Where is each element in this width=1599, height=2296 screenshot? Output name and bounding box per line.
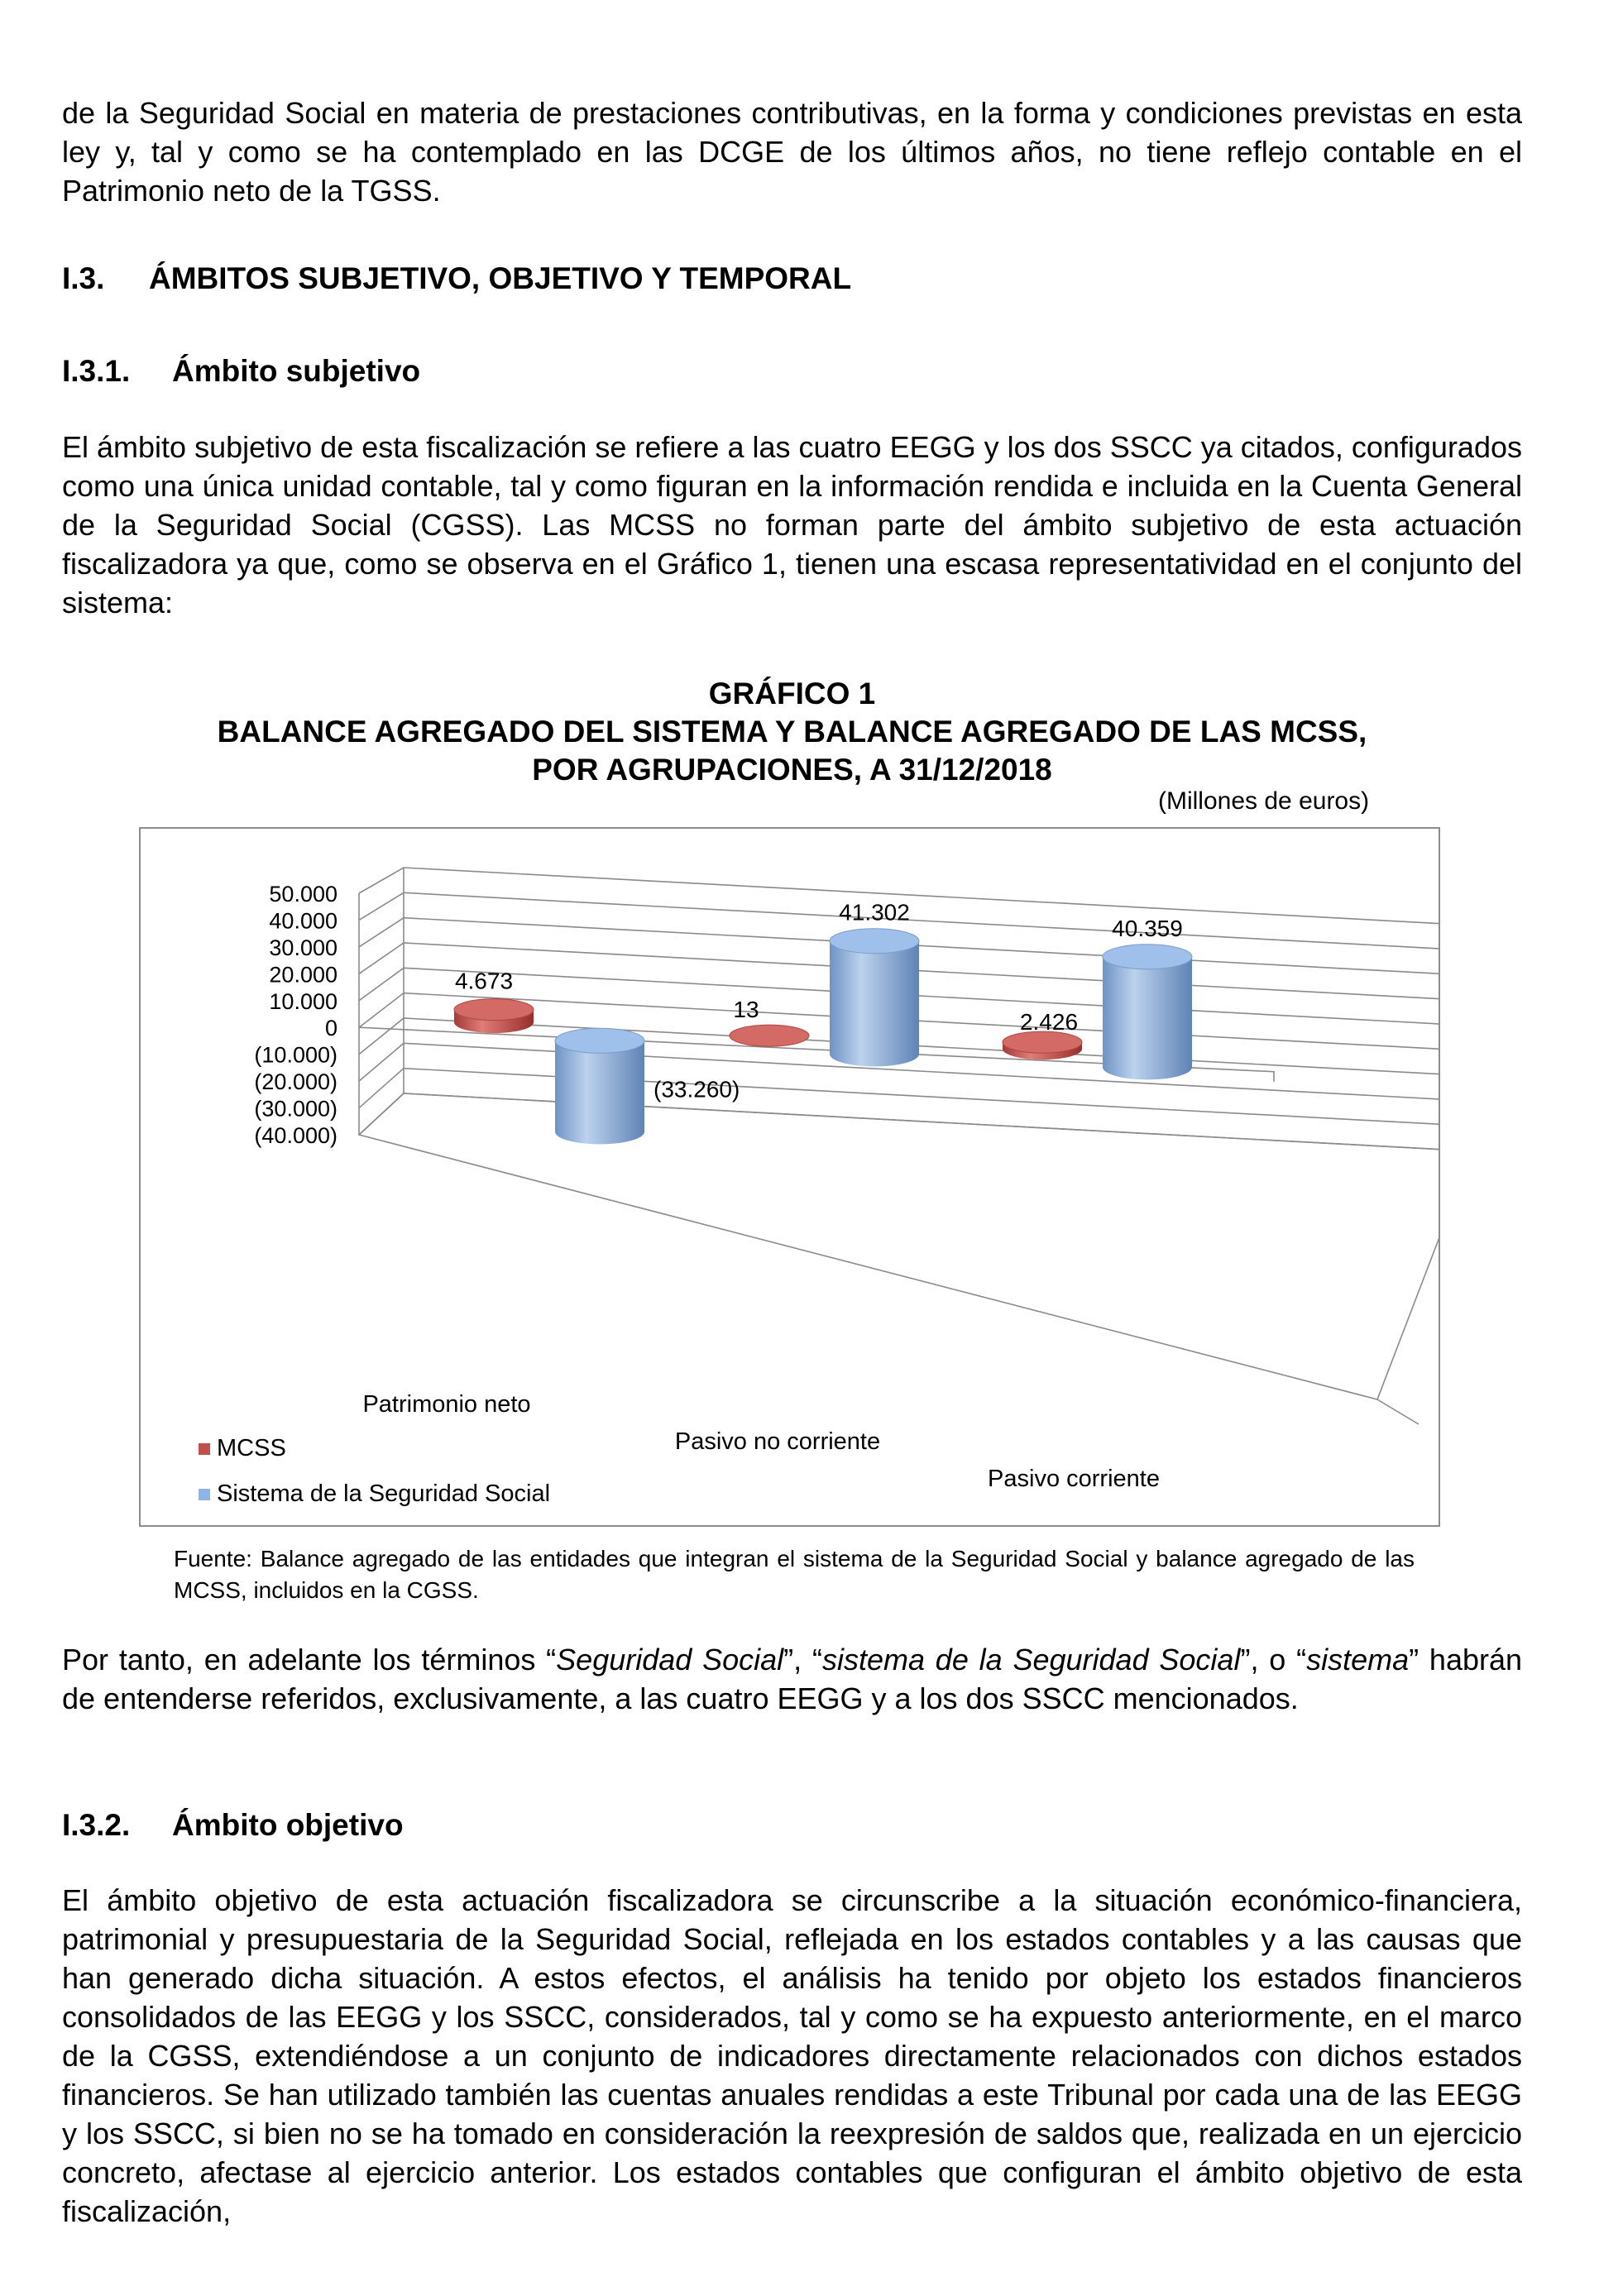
bar-body <box>555 1040 644 1144</box>
category-label: Patrimonio neto <box>362 1391 531 1418</box>
data-label: 4.673 <box>454 968 514 994</box>
figure-label: GRÁFICO 1 <box>708 677 876 710</box>
y-tick-label: 0 <box>324 1016 338 1041</box>
section-heading <box>62 261 851 296</box>
legend-swatch <box>199 1489 210 1500</box>
figure-source: Fuente: Balance agregado de las entidades que integran el sistema de la Seguridad Social y balance agregado de las MCSS, incluidos en la CGSS. <box>174 1546 1415 1603</box>
bar-sistema <box>1103 945 1192 1080</box>
subsection-1-title: Ámbito subjetivo <box>172 354 421 388</box>
term-sistema: sistema <box>1306 1643 1410 1677</box>
y-tick-label: 50.000 <box>269 882 338 906</box>
text-run: ”, o “ <box>1240 1643 1307 1677</box>
chart-svg <box>141 829 1439 1525</box>
bar-mcss <box>730 1025 809 1046</box>
gridline <box>359 1093 1439 1151</box>
bar-top <box>555 1028 644 1053</box>
bar-top <box>730 1025 809 1046</box>
y-tick-label: (40.000) <box>254 1123 338 1148</box>
chart-frame <box>139 827 1440 1527</box>
after-chart-paragraph <box>62 1640 1522 1718</box>
text-run: ” habrán de entenderse referidos, exclusivamente, a las cuatro EEGG y a los dos SSCC mencionados. <box>62 1643 1523 1715</box>
y-tick-label: 10.000 <box>269 988 338 1014</box>
data-label: 13 <box>733 997 759 1023</box>
term-seguridad-social: Seguridad Social <box>556 1643 784 1677</box>
data-label: (33.260) <box>653 1076 740 1103</box>
section-number: I.3. <box>62 261 105 295</box>
bar-sistema <box>555 1028 644 1144</box>
intro-paragraph: de la Seguridad Social en materia de prestaciones contributivas, en la forma y condiciones previstas en esta ley y, tal y como se ha contemplado en las DCGE de los últimos años, no tiene reflejo contable en el Patrimonio neto de la TGSS. <box>62 96 1522 208</box>
category-label: Pasivo corriente <box>988 1466 1160 1492</box>
data-label: 41.302 <box>839 899 910 926</box>
bar-top <box>1103 945 1192 969</box>
data-label: 2.426 <box>1019 1009 1079 1036</box>
subsection-1-paragraph: El ámbito subjetivo de esta fiscalización se refiere a las cuatro EEGG y los dos SSCC ya citados, configurados como una única unidad contable, tal y como figuran en la información rendida e incluida en la Cuenta General de la Seguridad Social (CGSS). Las MCSS no forman parte del ámbito subjetivo de esta actuación fiscalizadora ya que, como se observa en el Gráfico 1, tienen una escasa representatividad en el conjunto del sistema: <box>62 430 1522 619</box>
section-title: ÁMBITOS SUBJETIVO, OBJETIVO Y TEMPORAL <box>149 261 852 295</box>
bar-body <box>1103 957 1192 1080</box>
data-label: 40.359 <box>1112 915 1183 941</box>
figure-title-line-1: BALANCE AGREGADO DEL SISTEMA Y BALANCE AGREGADO DE LAS MCSS, <box>217 715 1367 749</box>
chart-floor <box>359 1093 1439 1399</box>
legend-label: MCSS <box>217 1435 286 1461</box>
gridline <box>359 1069 1439 1126</box>
legend-swatch <box>199 1443 210 1455</box>
bar-mcss <box>1003 1031 1082 1060</box>
figure-title-line-2: POR AGRUPACIONES, A 31/12/2018 <box>532 753 1052 787</box>
bar-sistema <box>830 929 919 1067</box>
legend-label: Sistema de la Seguridad Social <box>217 1480 551 1507</box>
bar-body <box>830 941 919 1067</box>
y-tick-label: 20.000 <box>269 962 338 988</box>
subsection-2-title: Ámbito objetivo <box>172 1808 404 1842</box>
y-tick-label: 30.000 <box>269 935 338 960</box>
text-run: Por tanto, en adelante los términos “ <box>62 1643 557 1677</box>
y-tick-label: 40.000 <box>269 908 338 934</box>
bar-mcss <box>454 999 534 1033</box>
term-sistema-seguridad-social: sistema de la Seguridad Social <box>821 1643 1241 1677</box>
subsection-2-paragraph: El ámbito objetivo de esta actuación fiscalizadora se circunscribe a la situación económico-financiera, patrimonial y presupuestaria de la Seguridad Social, reflejada en los estados contables y a las causas que han generado dicha situación. A estos efectos, el análisis ha tenido por objeto los estados financieros consolidados de las EEGG y los SSCC, considerados, tal y como se ha expuesto anteriormente, en el marco de la CGSS, extendiéndose a un conjunto de indicadores directamente relacionados con dichos estados financieros. Se han utilizado también las cuentas anuales rendidas a este Tribunal por cada una de las EEGG y los SSCC, si bien no se ha tomado en consideración la reexpresión de saldos que, realizada en un ejercicio concreto, afectase al ejercicio anterior. Los estados contables que configuran el ámbito objetivo de esta fiscalización, <box>62 1883 1522 2228</box>
y-tick-label: (10.000) <box>254 1042 338 1068</box>
y-tick-label: (20.000) <box>254 1069 338 1095</box>
subsection-1-number: I.3.1. <box>62 354 131 388</box>
bar-top <box>454 999 534 1021</box>
floor-edge <box>1377 1399 1419 1424</box>
subsection-2-heading <box>62 1808 404 1843</box>
subsection-2-number: I.3.2. <box>62 1808 131 1842</box>
figure-units: (Millones de euros) <box>1158 787 1370 815</box>
category-label: Pasivo no corriente <box>674 1428 881 1455</box>
text-run: ”, “ <box>783 1643 822 1677</box>
y-tick-label: (30.000) <box>254 1096 338 1122</box>
bar-top <box>830 929 919 954</box>
subsection-1-heading <box>62 354 420 389</box>
